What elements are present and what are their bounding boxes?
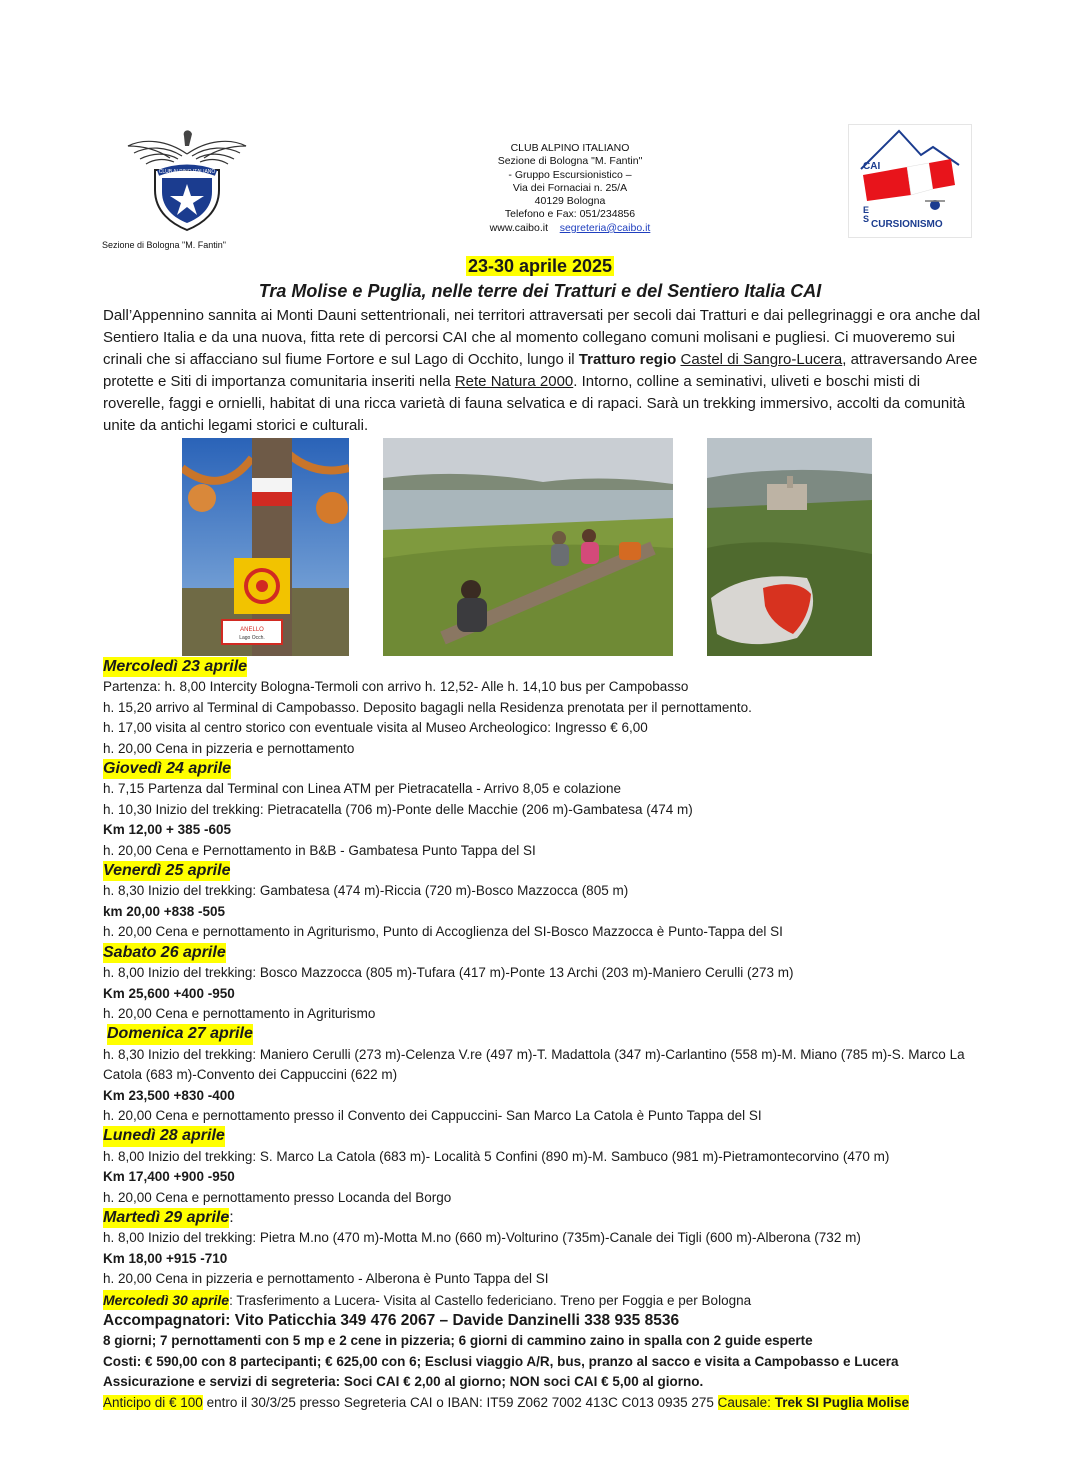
day-section xyxy=(103,861,1003,943)
club-line: CLUB ALPINO ITALIANO xyxy=(510,142,630,154)
club-line: 40129 Bologna xyxy=(534,195,606,208)
club-line: - Gruppo Escursionistico – xyxy=(508,168,632,181)
schedule-line: h. 20,00 Cena e pernottamento in Agriturismo, Punto di Accoglienza del SI-Bosco Mazzocca è Punto-Tappa del SI xyxy=(103,924,783,940)
schedule-line: h. 20,00 Cena e pernottamento presso Locanda del Borgo xyxy=(103,1189,452,1205)
day-heading: Giovedì 24 aprile xyxy=(103,759,231,779)
costs-line: Costi: € 590,00 con 8 partecipanti; € 625,00 con 6; Esclusi viaggio A/R, bus, pranzo al sacco e visita a Campobasso e Lucera xyxy=(103,1353,899,1369)
schedule-line: h. 20,00 Cena in pizzeria e pernottamento - Alberona è Punto Tappa del SI xyxy=(103,1271,549,1287)
distance-line: Km 23,500 +830 -400 xyxy=(103,1087,235,1103)
deposit-line xyxy=(103,1393,1003,1413)
schedule-line: h. 8,00 Inizio del trekking: Bosco Mazzocca (805 m)-Tufara (417 m)-Ponte 13 Archi (203 m)-Maniero Cerulli (273 m) xyxy=(103,965,794,981)
schedule-line: h. 20,00 Cena e Pernottamento in B&B - Gambatesa Punto Tappa del SI xyxy=(103,842,536,858)
schedule-line: h. 20,00 Cena e pernottamento presso il Convento dei Cappuccini- San Marco La Catola è Punto Tappa del SI xyxy=(103,1107,762,1123)
last-day-text: : Trasferimento a Lucera- Visita al Castello federiciano. Treno per Foggia e per Bologna xyxy=(229,1292,752,1308)
deposit-highlight: Anticipo di € 100 xyxy=(103,1394,203,1410)
intro-bold: Tratturo regio xyxy=(578,351,677,368)
club-line: Sezione di Bologna "M. Fantin" xyxy=(497,155,643,168)
schedule-line: h. 17,00 visita al centro storico con eventuale visita al Museo Archeologico: Ingresso € 6,00 xyxy=(103,720,648,736)
club-line: Telefono e Fax: 051/234856 xyxy=(504,208,636,221)
causale-label: Causale: xyxy=(717,1394,775,1410)
insurance-line: Assicurazione e servizi di segreteria: Soci CAI € 2,00 al giorno; NON soci CAI € 5,00 al giorno. xyxy=(103,1374,704,1390)
schedule-line: h. 7,15 Partenza dal Terminal con Linea ATM per Pietracatella - Arrivo 8,05 e colazione xyxy=(103,781,622,797)
day-heading: Mercoledì 30 aprile xyxy=(103,1290,229,1310)
distance-line: Km 18,00 +915 -710 xyxy=(103,1250,228,1266)
day-section xyxy=(103,1126,1003,1208)
schedule-line: h. 10,30 Inizio del trekking: Pietracatella (706 m)-Ponte delle Macchie (206 m)-Gambatesa (474 m) xyxy=(103,801,693,817)
schedule-line: h. 8,00 Inizio del trekking: S. Marco La Catola (683 m)- Località 5 Confini (890 m)-M. Sambuco (981 m)-Pietramontecorvino (470 m) xyxy=(103,1148,890,1164)
section-caption: Sezione di Bologna "M. Fantin" xyxy=(102,240,226,250)
schedule-line: Partenza: h. 8,00 Intercity Bologna-Termoli con arrivo h. 12,52- Alle h. 14,10 bus per Campobasso xyxy=(103,679,689,695)
schedule-line: h. 8,30 Inizio del trekking: Maniero Cerulli (273 m)-Celenza V.re (497 m)-T. Madattola (347 m)-Carlantino (558 m)-M. Miano (785 m)-S. Marco La Catola (683 m)-Convento dei Cappuccini (622 m) xyxy=(103,1046,965,1083)
intro-paragraph xyxy=(103,305,983,437)
day-heading: Mercoledì 23 aprile xyxy=(103,657,247,677)
day-heading: Venerdì 25 aprile xyxy=(103,861,230,881)
photo-tree-trail-marker xyxy=(182,438,349,656)
deposit-text: entro il 30/3/25 presso Segreteria CAI o IBAN: IT59 Z062 7002 413C C013 0935 275 xyxy=(202,1394,718,1410)
schedule-line: h. 8,30 Inizio del trekking: Gambatesa (474 m)-Riccia (720 m)-Bosco Mazzocca (805 m) xyxy=(103,883,629,899)
trip-dates-text: 23-30 aprile 2025 xyxy=(467,256,613,276)
distance-line: km 20,00 +838 -505 xyxy=(103,903,225,919)
website-text: www.caibo.it xyxy=(489,221,549,234)
right-logo-cai: CAI xyxy=(863,161,881,172)
email-link[interactable]: segreteria@caibo.it xyxy=(559,221,651,234)
summary-line: 8 giorni; 7 pernottamenti con 5 mp e 2 cene in pizzeria; 6 giorni di cammino zaino in spalla con 2 guide esperte xyxy=(103,1333,813,1349)
photo-sign-text: ANELLO xyxy=(240,627,264,633)
day-heading: Martedì 29 aprile xyxy=(103,1208,229,1228)
distance-line: Km 12,00 + 385 -605 xyxy=(103,822,231,838)
schedule-line: h. 20,00 Cena e pernottamento in Agriturismo xyxy=(103,1005,376,1021)
cai-eagle-logo xyxy=(122,126,252,236)
trip-title: Tra Molise e Puglia, nelle terre dei Tratturi e del Sentiero Italia CAI xyxy=(258,281,822,301)
day-heading-suffix: : xyxy=(229,1208,234,1226)
day-section xyxy=(103,1208,1003,1290)
distance-line: Km 17,400 +900 -950 xyxy=(103,1169,235,1185)
intro-text: . Intorno, colline a seminativi, uliveti e boschi misti di roverelle, faggi e ornielli, habitat di una ricca varietà di fauna selvatica e di rapaci. Sarà un trekking immersivo, accolti da comunità unite da antichi legami storici e culturali. xyxy=(103,373,966,434)
day-section xyxy=(103,657,1003,759)
itinerary xyxy=(103,657,1003,1413)
last-day-line xyxy=(103,1290,1003,1311)
schedule-line: h. 8,00 Inizio del trekking: Pietra M.no (470 m)-Motta M.no (660 m)-Volturino (735m)-Canale dei Tigli (600 m)-Alberona (732 m) xyxy=(103,1230,861,1246)
causale-value: Trek SI Puglia Molise xyxy=(774,1394,909,1410)
right-logo-word: CURSIONISMO xyxy=(871,219,943,230)
photo-lake-hikers xyxy=(383,438,673,656)
club-address-block xyxy=(470,142,670,235)
trip-dates xyxy=(0,256,1080,277)
right-logo-s: S xyxy=(863,214,870,224)
day-section xyxy=(103,943,1003,1025)
photo-village-rock-marker xyxy=(707,438,872,656)
intro-text: , attraversando Aree protette e Siti di importanza comunitaria inseriti nella xyxy=(103,351,978,390)
intro-underline: Rete Natura 2000 xyxy=(454,373,574,390)
club-line: Via dei Fornaciai n. 25/A xyxy=(512,181,628,194)
cai-escursionismo-logo xyxy=(848,124,972,238)
photo-sign-text-2: Lago Occh. xyxy=(239,635,265,641)
right-logo-e: E xyxy=(863,205,870,215)
intro-underline: Castel di Sangro-Lucera xyxy=(680,351,843,368)
distance-line: Km 25,600 +400 -950 xyxy=(103,985,235,1001)
club-web-line xyxy=(470,222,670,235)
left-logo-text: CLUB ALPINO ITALIANO xyxy=(158,169,216,175)
day-section xyxy=(103,1024,1003,1126)
intro-text: Dall’Appennino sannita ai Monti Dauni settentrionali, nei territori attraversati per secoli dai Tratturi e dai pellegrinaggi e ora anche dal Sentiero Italia e da una nuova, fitta rete di percorsi CAI che al momento collegano comuni molisani e pugliesi. Ci muoveremo sui crinali che si affacciano sul fiume Fortore e sul Lago di Occhito, lungo il xyxy=(103,307,981,368)
schedule-line: h. 20,00 Cena in pizzeria e pernottamento xyxy=(103,740,355,756)
day-heading: Lunedì 28 aprile xyxy=(103,1126,225,1146)
day-section xyxy=(103,759,1003,861)
guides-line: Accompagnatori: Vito Paticchia 349 476 2067 – Davide Danzinelli 338 935 8536 xyxy=(103,1312,680,1329)
day-heading: Domenica 27 aprile xyxy=(107,1024,253,1044)
day-heading: Sabato 26 aprile xyxy=(103,943,226,963)
schedule-line: h. 15,20 arrivo al Terminal di Campobasso. Deposito bagagli nella Residenza prenotata per il pernottamento. xyxy=(103,699,752,715)
